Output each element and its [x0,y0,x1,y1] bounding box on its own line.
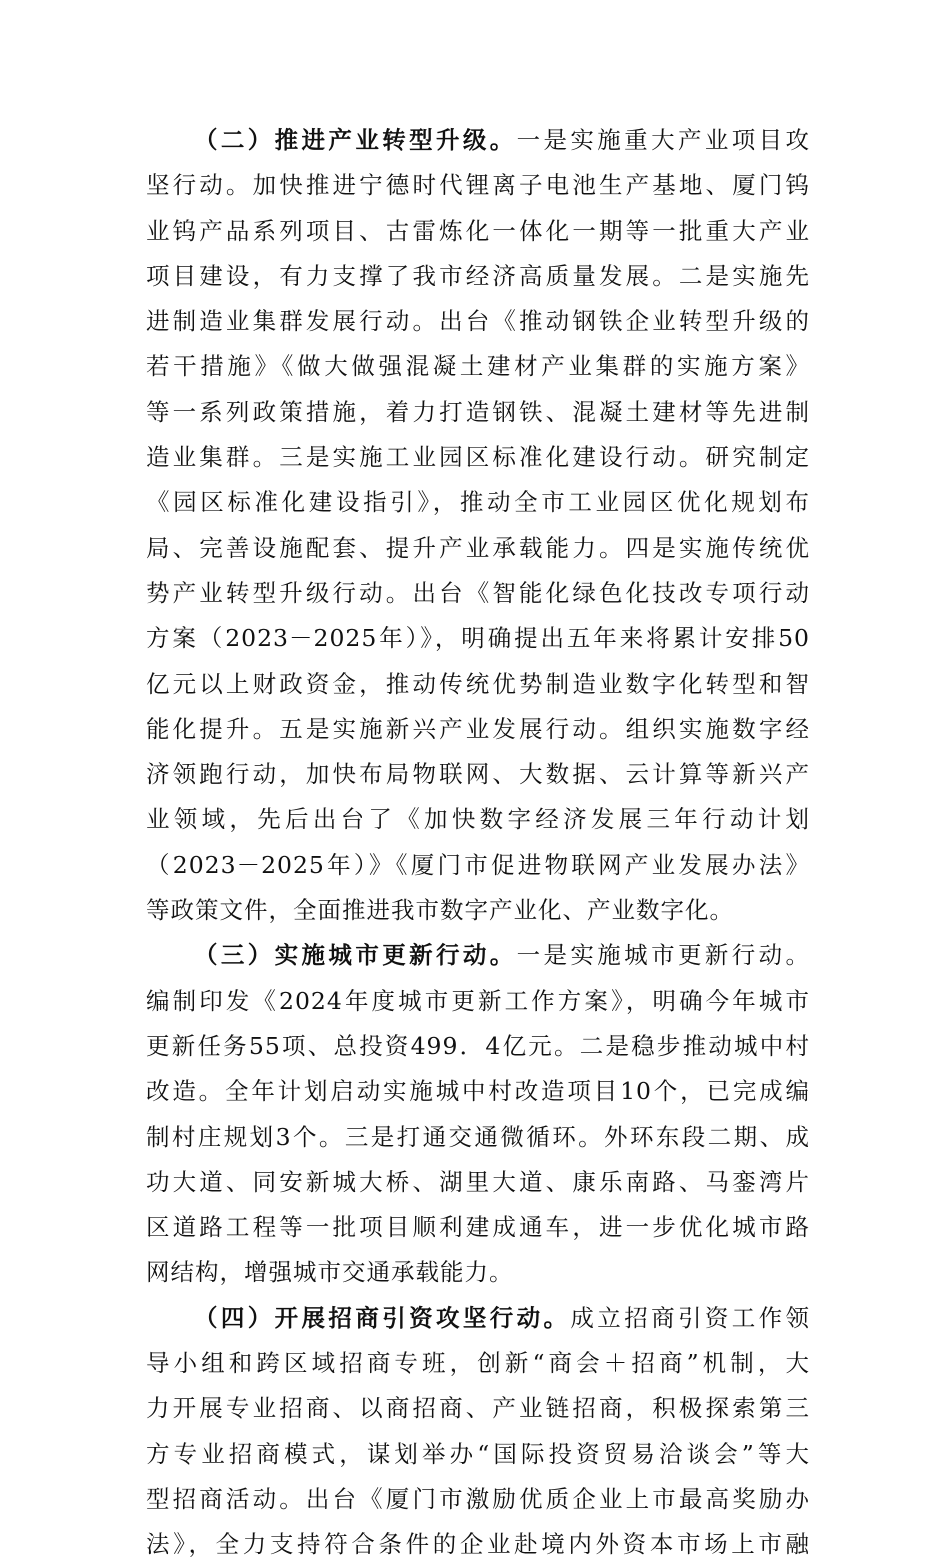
paragraph-line: 网结构，增强城市交通承载能力。 [146,1258,514,1287]
paragraph-line: 项目建设，有力支撑了我市经济高质量发展。二是实施先 [146,261,810,290]
paragraph-line: 《园区标准化建设指引》，推动全市工业园区优化规划布 [146,488,810,517]
section-heading-2: （二）推进产业转型升级。 [194,126,517,154]
paragraph-4-line-1 [146,1296,810,1341]
paragraph-line: 能化提升。五是实施新兴产业发展行动。组织实施数字经 [146,714,810,743]
paragraph-line: 业领域，先后出台了《加快数字经济发展三年行动计划 [146,805,810,834]
paragraph-line: 济领跑行动，加快布局物联网、大数据、云计算等新兴产 [146,760,810,789]
paragraph-text: 一是实施重大产业项目攻 [516,126,811,154]
paragraph-line: 改造。全年计划启动实施城中村改造项目10个，已完成编 [146,1077,810,1106]
paragraph-line: 区道路工程等一批项目顺利建成通车，进一步优化城市路 [146,1213,810,1242]
paragraph-line: 坚行动。加快推进宁德时代锂离子电池生产基地、厦门钨 [146,171,810,200]
paragraph-line: 业钨产品系列项目、古雷炼化一体化一期等一批重大产业 [146,216,810,245]
paragraph-line: 等政策文件，全面推进我市数字产业化、产业数字化。 [146,896,734,925]
paragraph-line: 编制印发《2024年度城市更新工作方案》，明确今年城市 [146,986,810,1015]
paragraph-line: 局、完善设施配套、提升产业承载能力。四是实施传统优 [146,533,810,562]
body-text [146,118,810,1568]
section-heading-3: （三）实施城市更新行动。 [194,941,517,970]
paragraph-line: 等一系列政策措施，着力打造钢铁、混凝土建材等先进制 [146,397,810,426]
paragraph-line: 型招商活动。出台《厦门市激励优质企业上市最高奖励办 [146,1484,810,1513]
paragraph-line: 功大道、同安新城大桥、湖里大道、康乐南路、马銮湾片 [146,1167,810,1196]
paragraph-line: 制村庄规划3个。三是打通交通微循环。外环东段二期、成 [146,1122,810,1151]
paragraph-line: 法》，全力支持符合条件的企业赴境内外资本市场上市融 [146,1530,810,1559]
paragraph-text: 一是实施城市更新行动。 [516,941,811,970]
paragraph-line: 力开展专业招商、以商招商、产业链招商，积极探索第三 [146,1394,810,1423]
paragraph-3-line-1 [146,933,810,978]
paragraph-line: 更新任务55项、总投资499．4亿元。二是稳步推动城中村 [146,1031,810,1060]
paragraph-line: （2023－2025年）》《厦门市促进物联网产业发展办法》 [146,850,810,879]
paragraph-line: 进制造业集群发展行动。出台《推动钢铁企业转型升级的 [146,307,810,336]
paragraph-line: 若干措施》《做大做强混凝土建材产业集群的实施方案》 [146,352,810,381]
paragraph-line: 造业集群。三是实施工业园区标准化建设行动。研究制定 [146,443,810,472]
paragraph-line: 方案（2023－2025年）》，明确提出五年来将累计安排50 [146,624,810,653]
paragraph-line: 势产业转型升级行动。出台《智能化绿色化技改专项行动 [146,578,810,607]
paragraph-text: 成立招商引资工作领 [570,1303,811,1332]
paragraph-2-line-1 [146,118,810,163]
paragraph-line: 方专业招商模式，谋划举办“国际投资贸易洽谈会”等大 [146,1439,810,1468]
paragraph-line: 导小组和跨区域招商专班，创新“商会＋招商”机制，大 [146,1349,810,1378]
paragraph-line: 亿元以上财政资金，推动传统优势制造业数字化转型和智 [146,669,810,698]
section-heading-4: （四）开展招商引资攻坚行动。 [194,1303,571,1332]
